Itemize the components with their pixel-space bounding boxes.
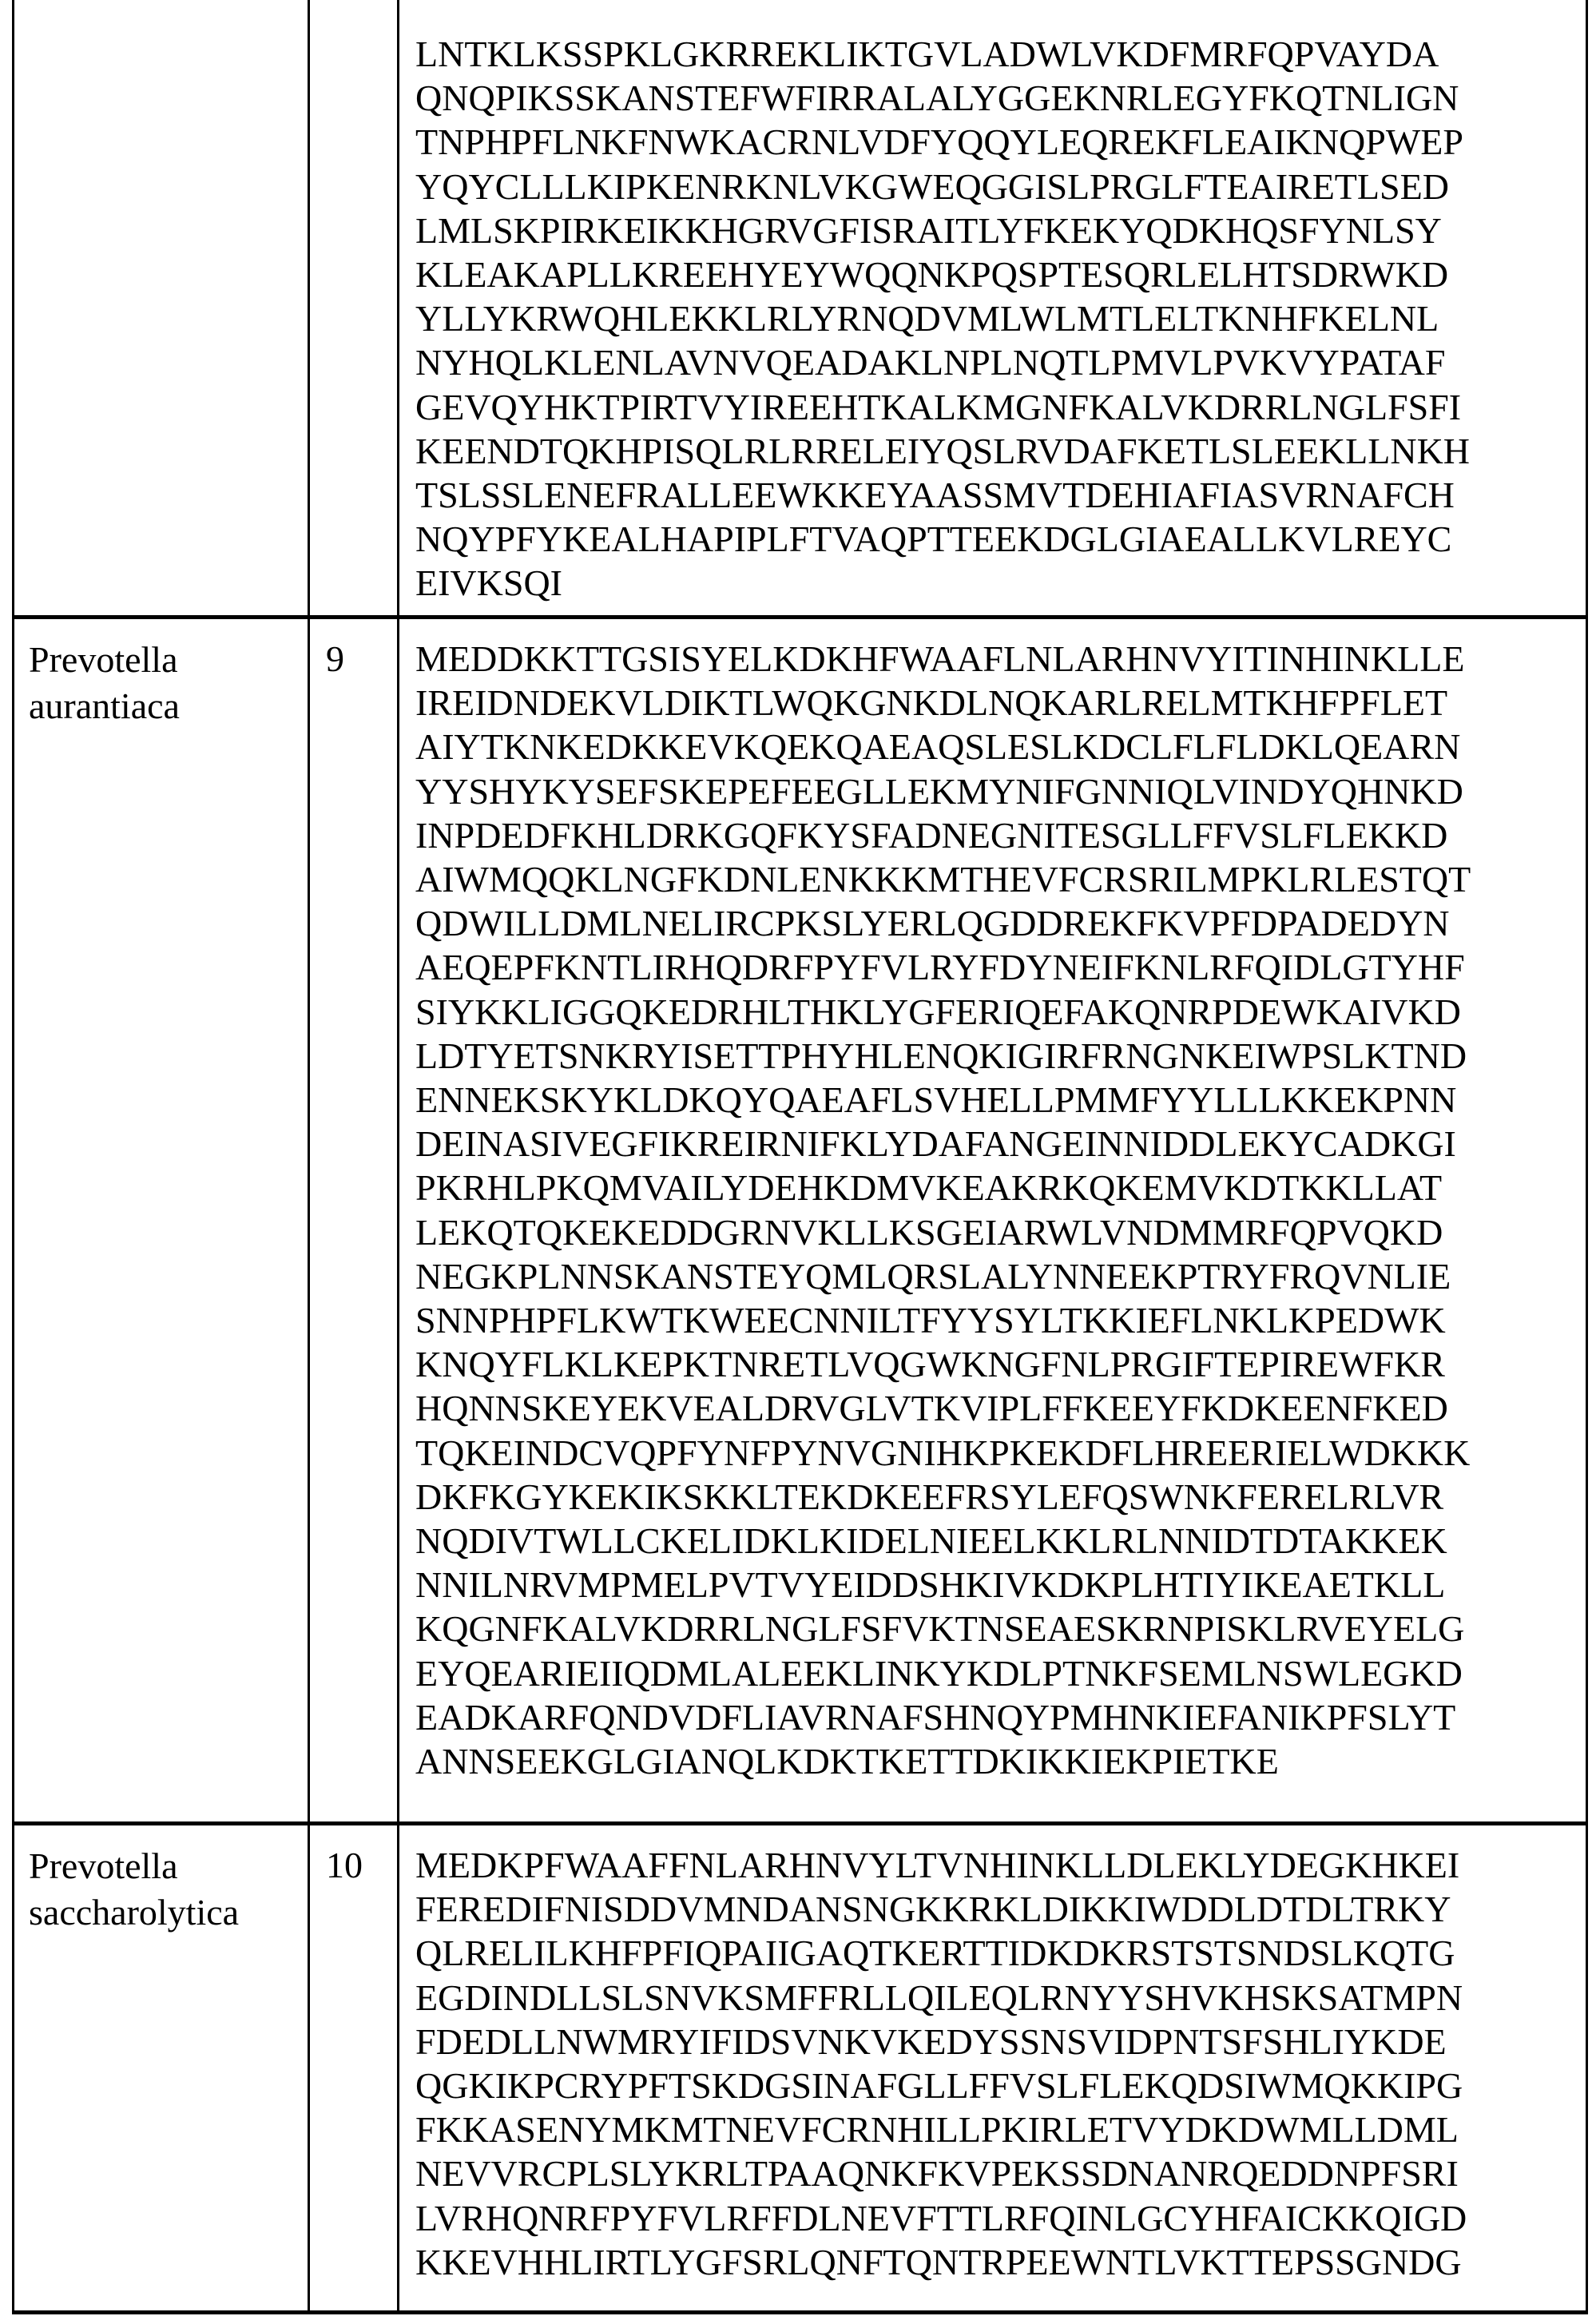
- sequence-line: ENNEKSKYKLDKQYQAEAFLSVHELLPMMFYYLLLKKEKPNN: [415, 1078, 1586, 1122]
- sequence-line: AIWMQQKLNGFKDNLENKKKMTHEVFCRSRILMPKLRLESTQT: [415, 857, 1586, 901]
- sequence-line: NNILNRVMPMELPVTVYEIDDSHKIVKDKPLHTIYIKEAETKLL: [415, 1563, 1586, 1607]
- sequence-line: NEGKPLNNSKANSTEYQMLQRSLALYNNEEKPTRYFRQVNLIE: [415, 1254, 1586, 1298]
- seq-id: 9: [326, 638, 344, 679]
- sequence-line: LEKQTQKEKEDDGRNVKLLKSGEIARWLVNDMMRFQPVQKD: [415, 1210, 1586, 1254]
- sequence-line: YQYCLLLKIPKENRKNLVKGWEQGGISLPRGLFTEAIRETLSED: [415, 165, 1586, 209]
- sequence-line: KEENDTQKHPISQLRLRRELEIYQSLRVDAFKETLSLEEKLLNKH: [415, 429, 1586, 473]
- sequence-line: SNNPHPFLKWTKWEECNNILTFYYSYLTKKIEFLNKLKPEDWK: [415, 1298, 1586, 1342]
- sequence-line: FDEDLLNWMRYIFIDSVNKVKEDYSSNSVIDPNTSFSHLIYKDE: [415, 2020, 1586, 2064]
- sequence-line: FEREDIFNISDDVMNDANSNGKKRKLDIKKIWDDLDTDLTRKY: [415, 1887, 1586, 1931]
- sequence-line: FKKASENYMKMTNEVFCRNHILLPKIRLETVYDKDWMLLDML: [415, 2107, 1586, 2151]
- sequence-line: GEVQYHKTPIRTVYIREEHTKALKMGNFKALVKDRRLNGLFSFI: [415, 385, 1586, 429]
- organism-cell: [14, 0, 310, 615]
- sequence-line: MEDKPFWAAFFNLARHNVYLTVNHINKLLDLEKLYDEGKHKEI: [415, 1843, 1586, 1887]
- sequence-line: LVRHQNRFPYFVLRFFDLNEVFTTLRFQINLGCYHFAICKKQIGD: [415, 2196, 1586, 2240]
- sequence-line: LMLSKPIRKEIKKHGRVGFISRAITLYFKEKYQDKHQSFYNLSY: [415, 209, 1586, 252]
- sequence-line: NQDIVTWLLCKELIDKLKIDELNIEELKKLRLNNIDTDTAKKEK: [415, 1519, 1586, 1563]
- sequence-line: KLEAKAPLLKREEHYEYWQQNKPQSPTESQRLELHTSDRWKD: [415, 252, 1586, 296]
- seq-id-cell: [310, 0, 399, 615]
- organism-name-line: Prevotella: [29, 1843, 308, 1889]
- sequence-line: QLRELILKHFPFIQPAIIGAQTKERTTIDKDKRSTSTSNDSLKQTG: [415, 1931, 1586, 1975]
- sequence-line: EYQEARIEIIQDMLALEEKLINKYKDLPTNKFSEMLNSWLEGKD: [415, 1651, 1586, 1695]
- sequence-line: QNQPIKSSKANSTEFWFIRRALALYGGEKNRLEGYFKQTNLIGN: [415, 76, 1586, 120]
- sequence-line: KKEVHHLIRTLYGFSRLQNFTQNTRPEEWNTLVKTTEPSSGNDG: [415, 2240, 1586, 2284]
- sequence-line: QGKIKPCRYPFTSKDGSINAFGLLFFVSLFLEKQDSIWMQKKIPG: [415, 2064, 1586, 2107]
- sequence-line: NEVVRCPLSLYKRLTPAAQNKFKVPEKSSDNANRQEDDNPFSRI: [415, 2151, 1586, 2195]
- organism-name-line: Prevotella: [29, 637, 308, 683]
- sequence-line: HQNNSKEYEKVEALDRVGLVTKVIPLFFKEEYFKDKEENFKED: [415, 1386, 1586, 1430]
- sequence-cell: [399, 619, 1586, 1821]
- sequence-line: YLLYKRWQHLEKKLRLYRNQDVMLWLMTLELTKNHFKELNL: [415, 296, 1586, 340]
- sequence-line: DKFKGYKEKIKSKKLTEKDKEEFRSYLEFQSWNKFERELRLVR: [415, 1475, 1586, 1519]
- seq-id: 10: [326, 1845, 363, 1885]
- sequence-line: TNPHPFLNKFNWKACRNLVDFYQQYLEQREKFLEAIKNQPWEP: [415, 120, 1586, 164]
- sequence-line: KNQYFLKLKEPKTNRETLVQGWKNGFNLPRGIFTEPIREWFKR: [415, 1342, 1586, 1386]
- sequence-cell: [399, 1825, 1586, 2310]
- sequence-line: QDWILLDMLNELIRCPKSLYERLQGDDREKFKVPFDPADEDYN: [415, 901, 1586, 945]
- sequence-line: SIYKKLIGGQKEDRHLTHKLYGFERIQEFAKQNRPDEWKAIVKD: [415, 990, 1586, 1034]
- sequence-line: AEQEPFKNTLIRHQDRFPYFVLRYFDYNEIFKNLRFQIDLGTYHF: [415, 945, 1586, 989]
- sequence-line: LNTKLKSSPKLGKRREKLIKTGVLADWLVKDFMRFQPVAYDA: [415, 32, 1586, 76]
- table-row: [12, 619, 1588, 1825]
- table-row: [12, 1825, 1588, 2314]
- sequence-table: [12, 0, 1588, 2314]
- organism-cell: [14, 619, 310, 1821]
- organism-name-line: aurantiaca: [29, 683, 308, 729]
- sequence-line: NQYPFYKEALHAPIPLFTVAQPTTEEKDGLGIAEALLKVLREYC: [415, 517, 1586, 561]
- organism-name-line: saccharolytica: [29, 1889, 308, 1936]
- sequence-line: ANNSEEKGLGIANQLKDKTKETTDKIKKIEKPIETKE: [415, 1739, 1586, 1783]
- sequence-line: NYHQLKLENLAVNVQEADAKLNPLNQTLPMVLPVKVYPATAF: [415, 340, 1586, 384]
- seq-id-cell: [310, 619, 399, 1821]
- sequence-line: MEDDKKTTGSISYELKDKHFWAAFLNLARHNVYITINHINKLLE: [415, 637, 1586, 681]
- sequence-line: EIVKSQI: [415, 561, 1586, 605]
- sequence-line: AIYTKNKEDKKEVKQEKQAEAQSLESLKDCLFLFLDKLQEARN: [415, 725, 1586, 769]
- sequence-line: DEINASIVEGFIKREIRNIFKLYDAFANGEINNIDDLEKYCADKGI: [415, 1122, 1586, 1166]
- sequence-line: TQKEINDCVQPFYNFPYNVGNIHKPKEKDFLHREERIELWDKKK: [415, 1431, 1586, 1475]
- organism-cell: [14, 1825, 310, 2310]
- sequence-line: IREIDNDEKVLDIKTLWQKGNKDLNQKARLRELMTKHFPFLET: [415, 681, 1586, 725]
- table-row: [12, 0, 1588, 619]
- sequence-line: INPDEDFKHLDRKGQFKYSFADNEGNITESGLLFFVSLFLEKKD: [415, 813, 1586, 857]
- sequence-cell: [399, 0, 1586, 615]
- sequence-line: EGDINDLLSLSNVKSMFFRLLQILEQLRNYYSHVKHSKSATMPN: [415, 1976, 1586, 2020]
- sequence-line: KQGNFKALVKDRRLNGLFSFVKTNSEAESKRNPISKLRVEYELG: [415, 1607, 1586, 1651]
- sequence-line: YYSHYKYSEFSKEPEFEEGLLEKMYNIFGNNIQLVINDYQHNKD: [415, 769, 1586, 813]
- sequence-line: EADKARFQNDVDFLIAVRNAFSHNQYPMHNKIEFANIKPFSLYT: [415, 1695, 1586, 1739]
- sequence-line: LDTYETSNKRYISETTPHYHLENQKIGIRFRNGNKEIWPSLKTND: [415, 1034, 1586, 1078]
- sequence-line: TSLSSLENEFRALLEEWKKEYAASSMVTDEHIAFIASVRNAFCH: [415, 473, 1586, 517]
- seq-id-cell: [310, 1825, 399, 2310]
- sequence-line: PKRHLPKQMVAILYDEHKDMVKEAKRKQKEMVKDTKKLLAT: [415, 1166, 1586, 1210]
